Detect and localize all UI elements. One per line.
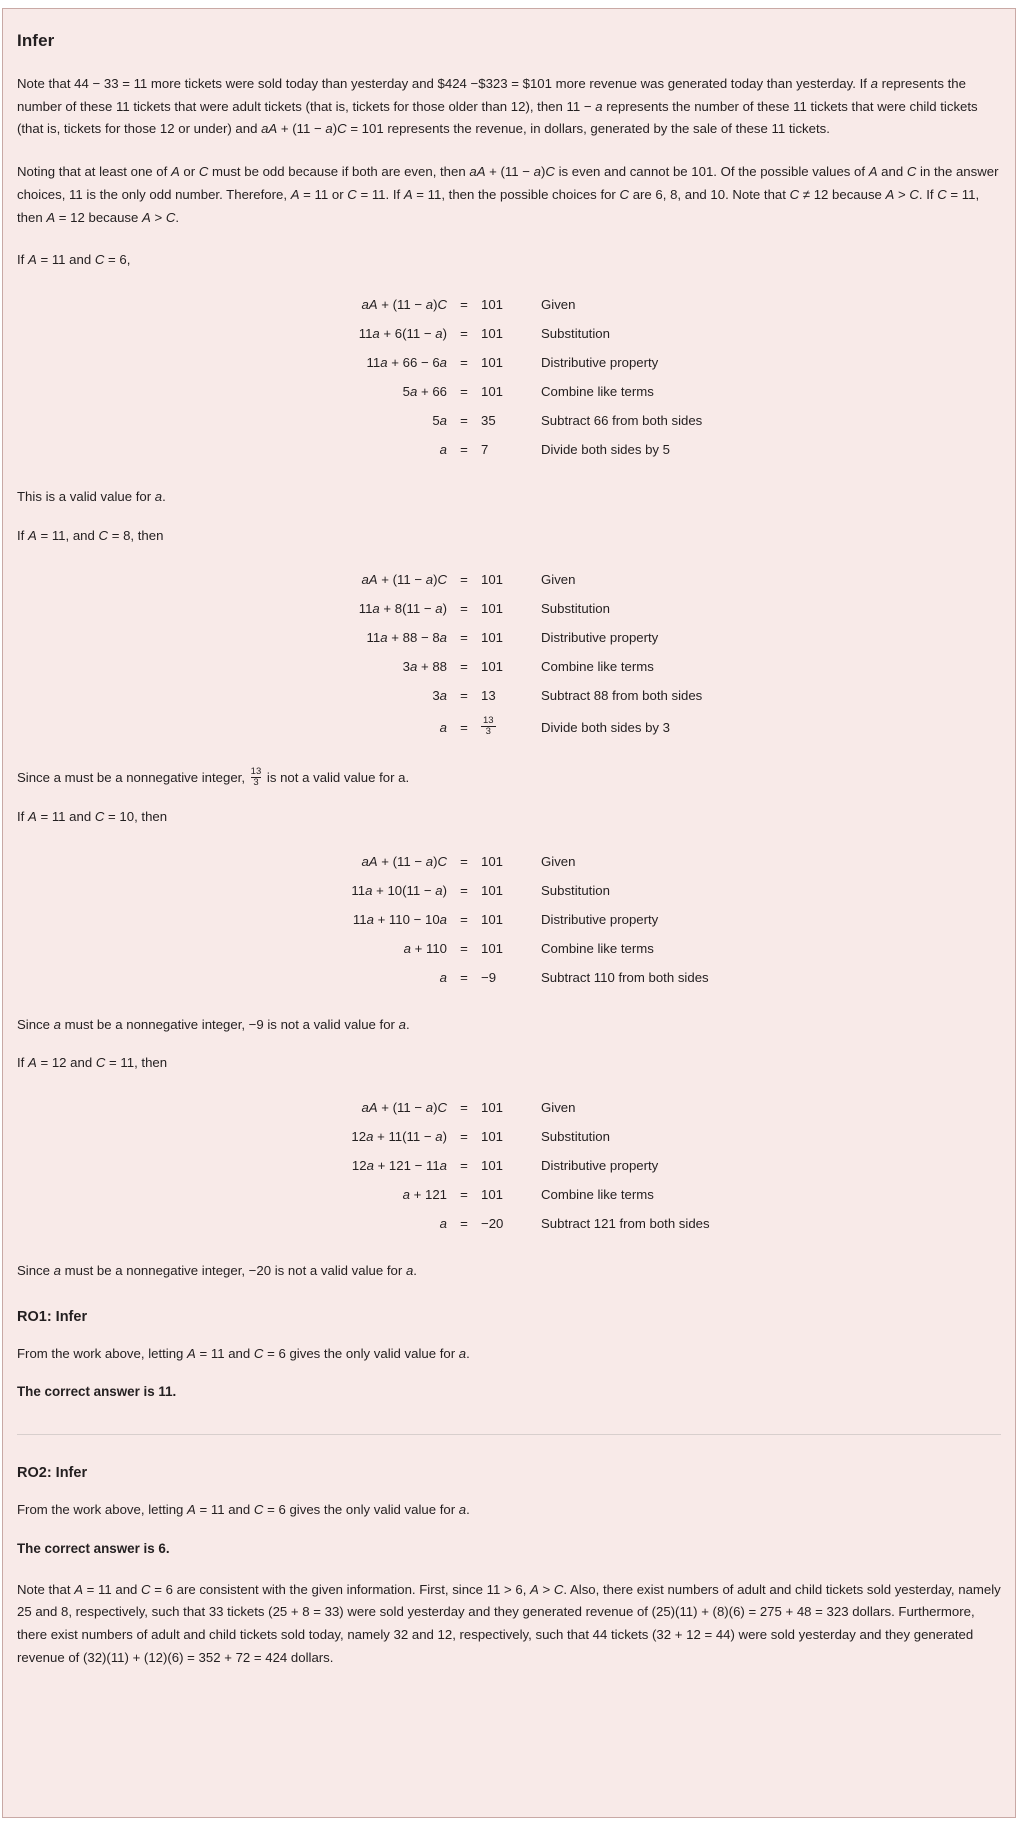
fraction-numerator: 13 [250, 766, 262, 778]
table-row [17, 377, 1001, 406]
fraction-denominator: 3 [251, 777, 262, 788]
equation-relation: = [460, 853, 468, 869]
equation-rhs: −20 [481, 1216, 504, 1232]
equation-relation: = [460, 630, 468, 646]
equation-lhs: 11a + 10(11 − a) [351, 882, 447, 898]
equation-relation: = [460, 882, 468, 898]
equation-rhs: 101 [481, 940, 504, 956]
equation-lhs: 5a + 66 [402, 383, 447, 399]
table-row [17, 905, 1001, 934]
table-row [17, 876, 1001, 905]
equation-reason: Given [541, 853, 576, 869]
equation-rhs: 101 [481, 296, 504, 312]
case-4-lead-in: If A = 12 and C = 11, then [17, 1055, 168, 1071]
equation-rhs: 7 [481, 441, 489, 457]
ro2-verification: Note that A = 11 and C = 6 are consistent with the given information. First, since 11 > 6, A > C. Also, there exist numbers of adult and child tickets sold yesterday, namely 25 and 8, respectively, such that 33 tickets (25 + 8 = 33) were sold yesterday and they generated revenue of (25)(11) + (8)(6) = 275 + 48 = 323 dollars. Furthermore, there exist numbers of adult and child tickets sold today, namely 32 and 12, respectively, such that 44 tickets (32 + 12 = 44) were sold yesterday and they generated revenue of (32)(11) + (12)(6) = 352 + 72 = 424 dollars. [17, 1581, 1001, 1665]
table-row [17, 847, 1001, 876]
equation-reason: Substitution [541, 325, 610, 341]
equation-lhs: 11a + 88 − 8a [366, 630, 447, 646]
equation-relation: = [460, 659, 468, 675]
intro-paragraph-1: Note that 44 − 33 = 11 more tickets were sold today than yesterday and $424 −$323 = $101 more revenue was generated today than yesterday. If a represents the number of these 11 tickets that were adult tickets (that is, tickets for those older than 12), then 11 − a represents the number of these 11 tickets that were child tickets (that is, tickets for those 12 or under) and aA + (11 − a)C = 101 represents the revenue, in dollars, generated by the sale of these 11 tickets. [17, 76, 978, 137]
equation-reason: Distributive property [541, 630, 659, 646]
case-4-conclusion: Since a must be a nonnegative integer, −20 is not a valid value for a. [17, 1263, 417, 1279]
case-4-equation-table [17, 1093, 1001, 1238]
equation-relation: = [460, 1187, 468, 1203]
equation-reason: Combine like terms [541, 940, 654, 956]
equation-lhs: 11a + 6(11 − a) [358, 325, 447, 341]
equation-lhs: aA + (11 − a)C [361, 572, 447, 588]
equation-rhs: 101 [481, 659, 504, 675]
intro-paragraph-2: Noting that at least one of A or C must be odd because if both are even, then aA + (11 − a)C is even and cannot be 101. Of the possible values of A and C in the answer choices, 11 is the only odd number. Therefore, A = 11 or C = 11. If A = 11, then the possible choices for C are 6, 8, and 10. Note that C ≠ 12 because A > C. If C = 11, then A = 12 because A > C. [17, 164, 999, 225]
equation-lhs: a [439, 441, 447, 457]
equation-reason: Combine like terms [541, 383, 654, 399]
table-row [17, 681, 1001, 710]
equation-lhs: a + 121 [402, 1187, 447, 1203]
case-3-equation-table [17, 847, 1001, 992]
equation-rhs-fraction [481, 710, 541, 745]
equation-rhs: 101 [481, 1158, 504, 1174]
case-2-conclusion [17, 767, 1001, 790]
equation-rhs: 101 [481, 630, 504, 646]
ro1-heading: RO1: Infer [17, 1308, 88, 1325]
equation-rhs: 101 [481, 882, 504, 898]
equation-relation: = [460, 1129, 468, 1145]
table-row [17, 623, 1001, 652]
equation-relation: = [460, 911, 468, 927]
case-3-lead-in: If A = 11 and C = 10, then [17, 808, 168, 824]
equation-rhs: 101 [481, 853, 504, 869]
equation-lhs: aA + (11 − a)C [361, 853, 447, 869]
equation-reason: Given [541, 296, 576, 312]
table-row [17, 1093, 1001, 1122]
conclusion-text-after: is not a valid value for a. [263, 770, 410, 786]
equation-lhs: a + 110 [403, 940, 447, 956]
equation-rhs: 101 [481, 354, 504, 370]
equation-lhs: 11a + 110 − 10a [352, 911, 447, 927]
equation-lhs: 11a + 8(11 − a) [358, 601, 447, 617]
equation-relation: = [460, 296, 468, 312]
ro2-heading: RO2: Infer [17, 1465, 88, 1482]
ro2-body: From the work above, letting A = 11 and C = 6 gives the only valid value for a. [17, 1502, 470, 1518]
equation-reason: Substitution [541, 1129, 610, 1145]
equation-lhs: 12a + 121 − 11a [351, 1158, 447, 1174]
table-row [17, 594, 1001, 623]
equation-reason: Combine like terms [541, 659, 654, 675]
equation-reason: Given [541, 1100, 576, 1116]
page-title: Infer [17, 31, 55, 50]
conclusion-text-before: Since a must be a nonnegative integer, [17, 770, 249, 786]
table-row [17, 1209, 1001, 1238]
equation-lhs: 11a + 66 − 6a [366, 354, 447, 370]
equation-lhs: a [439, 969, 447, 985]
table-row [17, 652, 1001, 681]
ro1-answer: The correct answer is 11. [17, 1384, 177, 1400]
equation-reason: Subtract 121 from both sides [541, 1216, 710, 1232]
equation-relation: = [460, 325, 468, 341]
table-row [17, 963, 1001, 992]
equation-rhs: 101 [481, 1100, 504, 1116]
equation-lhs: a [439, 1216, 447, 1232]
equation-lhs: 3a + 88 [402, 659, 447, 675]
equation-rhs: 101 [481, 911, 504, 927]
equation-reason: Subtract 88 from both sides [541, 688, 703, 704]
equation-reason: Distributive property [541, 1158, 659, 1174]
equation-relation: = [460, 383, 468, 399]
equation-reason: Given [541, 572, 576, 588]
case-1-lead-in: If A = 11 and C = 6, [17, 252, 131, 268]
equation-relation: = [460, 1100, 468, 1116]
equation-rhs: −9 [481, 969, 497, 985]
case-1-conclusion: This is a valid value for a. [17, 488, 166, 504]
equation-reason: Divide both sides by 3 [541, 720, 671, 736]
equation-lhs: aA + (11 − a)C [361, 1100, 447, 1116]
case-3-conclusion: Since a must be a nonnegative integer, −9 is not a valid value for a. [17, 1016, 410, 1032]
case-1-equation-table [17, 290, 1001, 464]
equation-relation: = [460, 354, 468, 370]
equation-lhs: aA + (11 − a)C [361, 296, 447, 312]
equation-rhs: 101 [481, 1129, 504, 1145]
equation-relation: = [460, 940, 468, 956]
table-row [17, 319, 1001, 348]
table-row [17, 565, 1001, 594]
equation-rhs: 13 [481, 688, 496, 704]
table-row [17, 290, 1001, 319]
equation-rhs: 101 [481, 601, 504, 617]
equation-reason: Subtract 66 from both sides [541, 412, 703, 428]
fraction-13-3-inline [251, 767, 262, 788]
top-spacer [0, 0, 1018, 8]
equation-reason: Substitution [541, 882, 610, 898]
equation-relation: = [460, 412, 468, 428]
equation-lhs: 5a [432, 412, 447, 428]
equation-lhs: a [439, 720, 447, 736]
solution-panel [2, 8, 1016, 1818]
equation-rhs: 101 [481, 325, 504, 341]
table-row [17, 1151, 1001, 1180]
equation-rhs: 35 [481, 412, 496, 428]
equation-relation: = [460, 969, 468, 985]
equation-relation: = [460, 572, 468, 588]
equation-reason: Combine like terms [541, 1187, 654, 1203]
fraction-numerator: 13 [483, 715, 494, 727]
case-2-equation-table [17, 565, 1001, 745]
equation-relation: = [460, 1216, 468, 1232]
equation-rhs: 101 [481, 572, 504, 588]
ro1-body: From the work above, letting A = 11 and C = 6 gives the only valid value for a. [17, 1345, 470, 1361]
equation-reason: Distributive property [541, 911, 659, 927]
equation-rhs: 101 [481, 383, 504, 399]
fraction-denominator: 3 [481, 726, 496, 737]
table-row [17, 1122, 1001, 1151]
equation-lhs: 3a [432, 688, 447, 704]
equation-reason: Distributive property [541, 354, 659, 370]
table-row [17, 710, 1001, 745]
fraction-13-3 [481, 716, 496, 737]
table-row [17, 1180, 1001, 1209]
table-row [17, 406, 1001, 435]
ro2-answer: The correct answer is 6. [17, 1540, 170, 1556]
equation-relation: = [460, 720, 468, 736]
equation-relation: = [460, 1158, 468, 1174]
table-row [17, 934, 1001, 963]
equation-reason: Subtract 110 from both sides [541, 969, 709, 985]
case-2-lead-in: If A = 11, and C = 8, then [17, 527, 164, 543]
equation-lhs: 12a + 11(11 − a) [351, 1129, 447, 1145]
equation-relation: = [460, 441, 468, 457]
equation-relation: = [460, 601, 468, 617]
equation-reason: Divide both sides by 5 [541, 441, 671, 457]
table-row [17, 348, 1001, 377]
equation-relation: = [460, 688, 468, 704]
equation-rhs: 101 [481, 1187, 504, 1203]
section-divider [17, 1434, 1001, 1435]
equation-reason: Substitution [541, 601, 610, 617]
table-row [17, 435, 1001, 464]
